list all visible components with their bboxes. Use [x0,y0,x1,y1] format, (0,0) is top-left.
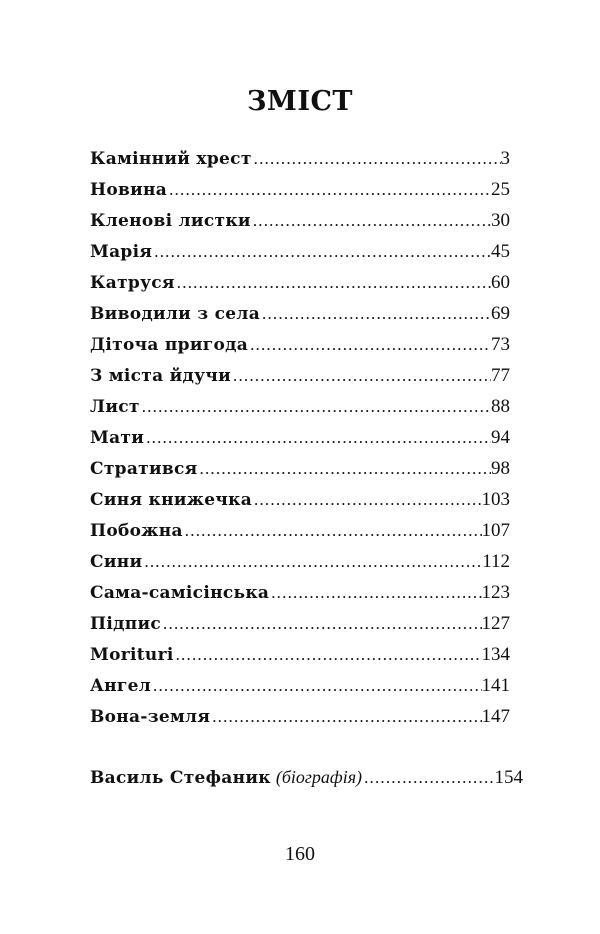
leader-dots [254,149,501,169]
leader-dots [169,180,491,200]
table-of-contents [90,148,510,737]
biography-entry[interactable] [90,767,523,798]
entry-page: 73 [491,334,510,355]
leader-dots [177,273,491,293]
page-number: 160 [285,843,315,865]
entry-note: (біографія) [275,767,363,787]
entry-page: 107 [481,520,510,541]
toc-entry[interactable] [90,458,510,489]
entry-title: Камінний хрест [90,149,252,169]
toc-entry[interactable] [90,644,510,675]
leader-dots [176,645,482,665]
entry-page: 69 [491,303,510,324]
entry-page: 60 [491,272,510,293]
toc-entry[interactable] [90,272,510,303]
entry-title: Побожна [90,521,183,541]
toc-entry[interactable] [90,582,510,613]
entry-title: З міста йдучи [90,366,231,386]
entry-page: 127 [481,613,510,634]
toc-entry[interactable] [90,675,510,706]
toc-entry[interactable] [90,396,510,427]
toc-entry[interactable] [90,613,510,644]
entry-page: 123 [481,582,510,603]
entry-page: 30 [491,210,510,231]
entry-page: 45 [491,241,510,262]
leader-dots [200,459,491,479]
leader-dots [254,490,481,510]
leader-dots [144,552,482,572]
leader-dots [271,583,481,603]
entry-title: Новина [90,180,168,200]
toc-entry[interactable] [90,334,510,365]
entry-title: Сини [90,552,143,572]
entry-page: 25 [491,179,510,200]
entry-page: 3 [500,148,510,169]
leader-dots [212,707,481,727]
toc-entry[interactable] [90,210,510,241]
toc-entry[interactable] [90,179,510,210]
toc-entry[interactable] [90,706,510,737]
toc-entry[interactable] [90,365,510,396]
entry-page: 147 [481,706,510,727]
entry-title: Синя книжечка [90,490,253,510]
entry-page: 94 [491,427,510,448]
page-title: ЗМІСТ [246,86,354,117]
leader-dots [142,397,491,417]
entry-page: 88 [491,396,510,417]
leader-dots [163,614,481,634]
leader-dots [146,428,491,448]
entry-title: Moriturі [90,645,174,665]
entry-title: Виводили з села [90,304,261,324]
toc-entry[interactable] [90,489,510,520]
entry-page: 141 [481,675,510,696]
leader-dots [262,304,491,324]
entry-page: 77 [491,365,510,386]
entry-title: Вона-земля [90,707,211,727]
leader-dots [233,366,491,386]
entry-page: 154 [494,767,523,788]
entry-title: Ангел [90,676,152,696]
entry-title: Катруся [90,273,175,293]
toc-entry[interactable] [90,148,510,179]
toc-entry[interactable] [90,551,510,582]
entry-page: 134 [481,644,510,665]
entry-title: Кленові листки [90,211,251,231]
entry-title: Марія [90,242,153,262]
entry-title: Діточа пригода [90,335,249,355]
entry-title: Мати [90,428,145,448]
entry-page: 98 [491,458,510,479]
toc-entry[interactable] [90,520,510,551]
toc-entry[interactable] [90,427,510,458]
entry-title: Підпис [90,614,162,634]
entry-page: 112 [482,551,510,572]
entry-title: Василь Стефаник [90,768,271,788]
leader-dots [154,242,491,262]
entry-title: Стратився [90,459,198,479]
entry-title: Сама-самісінська [90,583,270,603]
entry-page: 103 [481,489,510,510]
leader-dots [185,521,482,541]
leader-dots [364,768,494,788]
toc-entry[interactable] [90,303,510,334]
leader-dots [253,211,491,231]
leader-dots [250,335,491,355]
toc-entry[interactable] [90,241,510,272]
leader-dots [153,676,481,696]
entry-title: Лист [90,397,140,417]
